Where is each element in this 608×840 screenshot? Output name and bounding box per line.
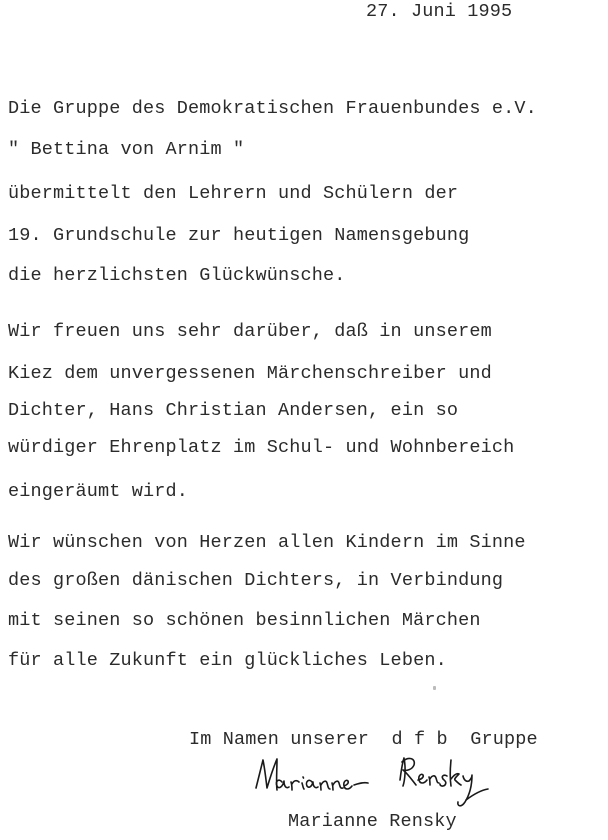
paragraph-line: eingeräumt wird.	[8, 481, 189, 502]
paragraph-line: Wir freuen uns sehr darüber, daß in unserem	[8, 321, 492, 342]
paragraph-line: übermittelt den Lehrern und Schülern der	[8, 183, 459, 204]
paragraph-line: die herzlichsten Glückwünsche.	[8, 265, 346, 286]
closing-line: Im Namen unserer d f b Gruppe	[189, 729, 538, 750]
paragraph-line: Kiez dem unvergessenen Märchenschreiber und	[8, 363, 492, 384]
paragraph-line: Dichter, Hans Christian Andersen, ein so	[8, 400, 459, 421]
printed-name: Marianne Rensky	[288, 811, 457, 832]
paragraph-line: für alle Zukunft ein glückliches Leben.	[8, 650, 447, 671]
paragraph-line: Die Gruppe des Demokratischen Frauenbundes e.V.	[8, 98, 537, 119]
paragraph-line: würdiger Ehrenplatz im Schul- und Wohnbereich	[8, 437, 515, 458]
paragraph-line: Wir wünschen von Herzen allen Kindern im Sinne	[8, 532, 526, 553]
paragraph-line: des großen dänischen Dichters, in Verbindung	[8, 570, 504, 591]
letter-date: 27. Juni 1995	[366, 1, 513, 22]
paragraph-line: mit seinen so schönen besinnlichen Märchen	[8, 610, 481, 631]
paragraph-line: " Bettina von Arnim "	[8, 139, 245, 160]
handwritten-signature	[248, 752, 518, 818]
paper-speck	[433, 686, 436, 690]
paragraph-line: 19. Grundschule zur heutigen Namensgebung	[8, 225, 470, 246]
